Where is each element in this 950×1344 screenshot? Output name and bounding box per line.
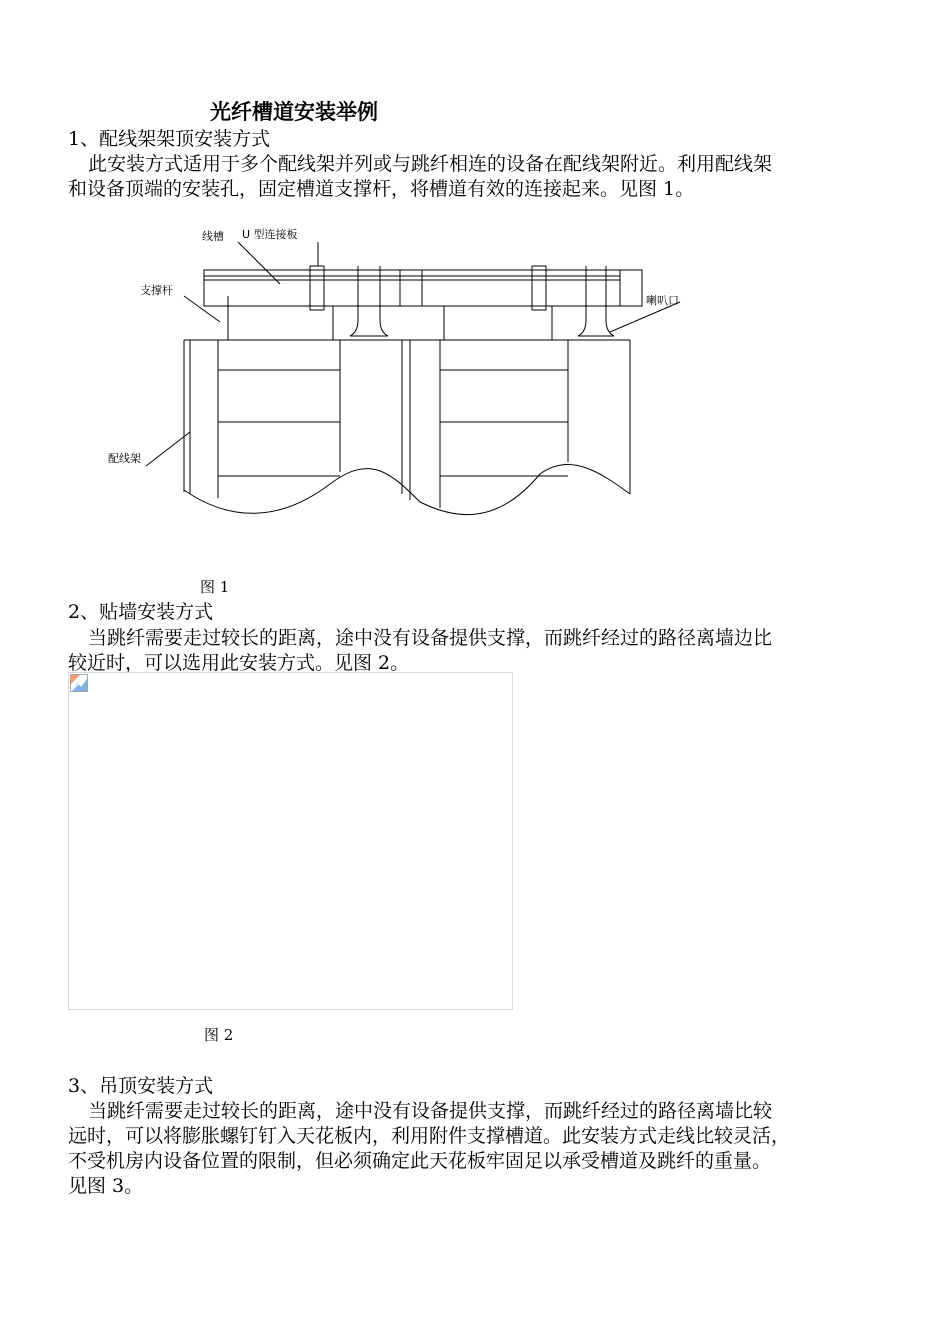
figure-1-caption: 图 1 <box>200 578 230 596</box>
figure-2-image-placeholder <box>68 672 513 1010</box>
section-1-heading: 1、配线架架顶安装方式 <box>68 128 271 150</box>
u-plate-left <box>310 266 324 310</box>
label-u-plate: U 型连接板 <box>242 228 298 241</box>
u-plate-right <box>532 266 546 310</box>
section-2-heading: 2、贴墙安装方式 <box>68 601 214 623</box>
trough-left <box>204 270 422 306</box>
label-support-rod: 支撑杆 <box>140 284 173 297</box>
section-3-para-line-4: 见图 3。 <box>68 1175 144 1197</box>
section-3-heading: 3、吊顶安装方式 <box>68 1075 214 1097</box>
section-3-para-line-3: 不受机房内设备位置的限制，但必须确定此天花板牢固足以承受槽道及跳纤的重量。 <box>68 1150 772 1172</box>
section-3-para-line-2: 远时，可以将膨胀螺钉钉入天花板内，利用附件支撑槽道。此安装方式走线比较灵活， <box>68 1125 791 1147</box>
label-trough: 线槽 <box>202 230 224 243</box>
page-title: 光纤槽道安装举例 <box>210 99 378 124</box>
section-1-para-line-2: 和设备顶端的安装孔，固定槽道支撑杆，将槽道有效的连接起来。见图 1。 <box>68 178 695 200</box>
label-rack: 配线架 <box>108 452 141 465</box>
figure-1-rack-top-diagram <box>100 222 700 522</box>
figure-2-caption: 图 2 <box>204 1026 234 1044</box>
label-bell-mouth: 喇叭口 <box>646 294 679 307</box>
wavy-cut-line <box>184 464 630 514</box>
section-2-para-line-1: 当跳纤需要走过较长的距离，途中没有设备提供支撑，而跳纤经过的路径离墙边比 <box>88 627 773 649</box>
section-1-para-line-1: 此安装方式适用于多个配线架并列或与跳纤相连的设备在配线架附近。利用配线架 <box>88 153 773 175</box>
broken-image-icon <box>70 674 88 692</box>
section-2-para-line-2: 较近时，可以选用此安装方式。见图 2。 <box>68 652 410 674</box>
section-3-para-line-1: 当跳纤需要走过较长的距离，途中没有设备提供支撑，而跳纤经过的路径离墙比较 <box>88 1100 773 1122</box>
trough-right <box>400 270 620 306</box>
